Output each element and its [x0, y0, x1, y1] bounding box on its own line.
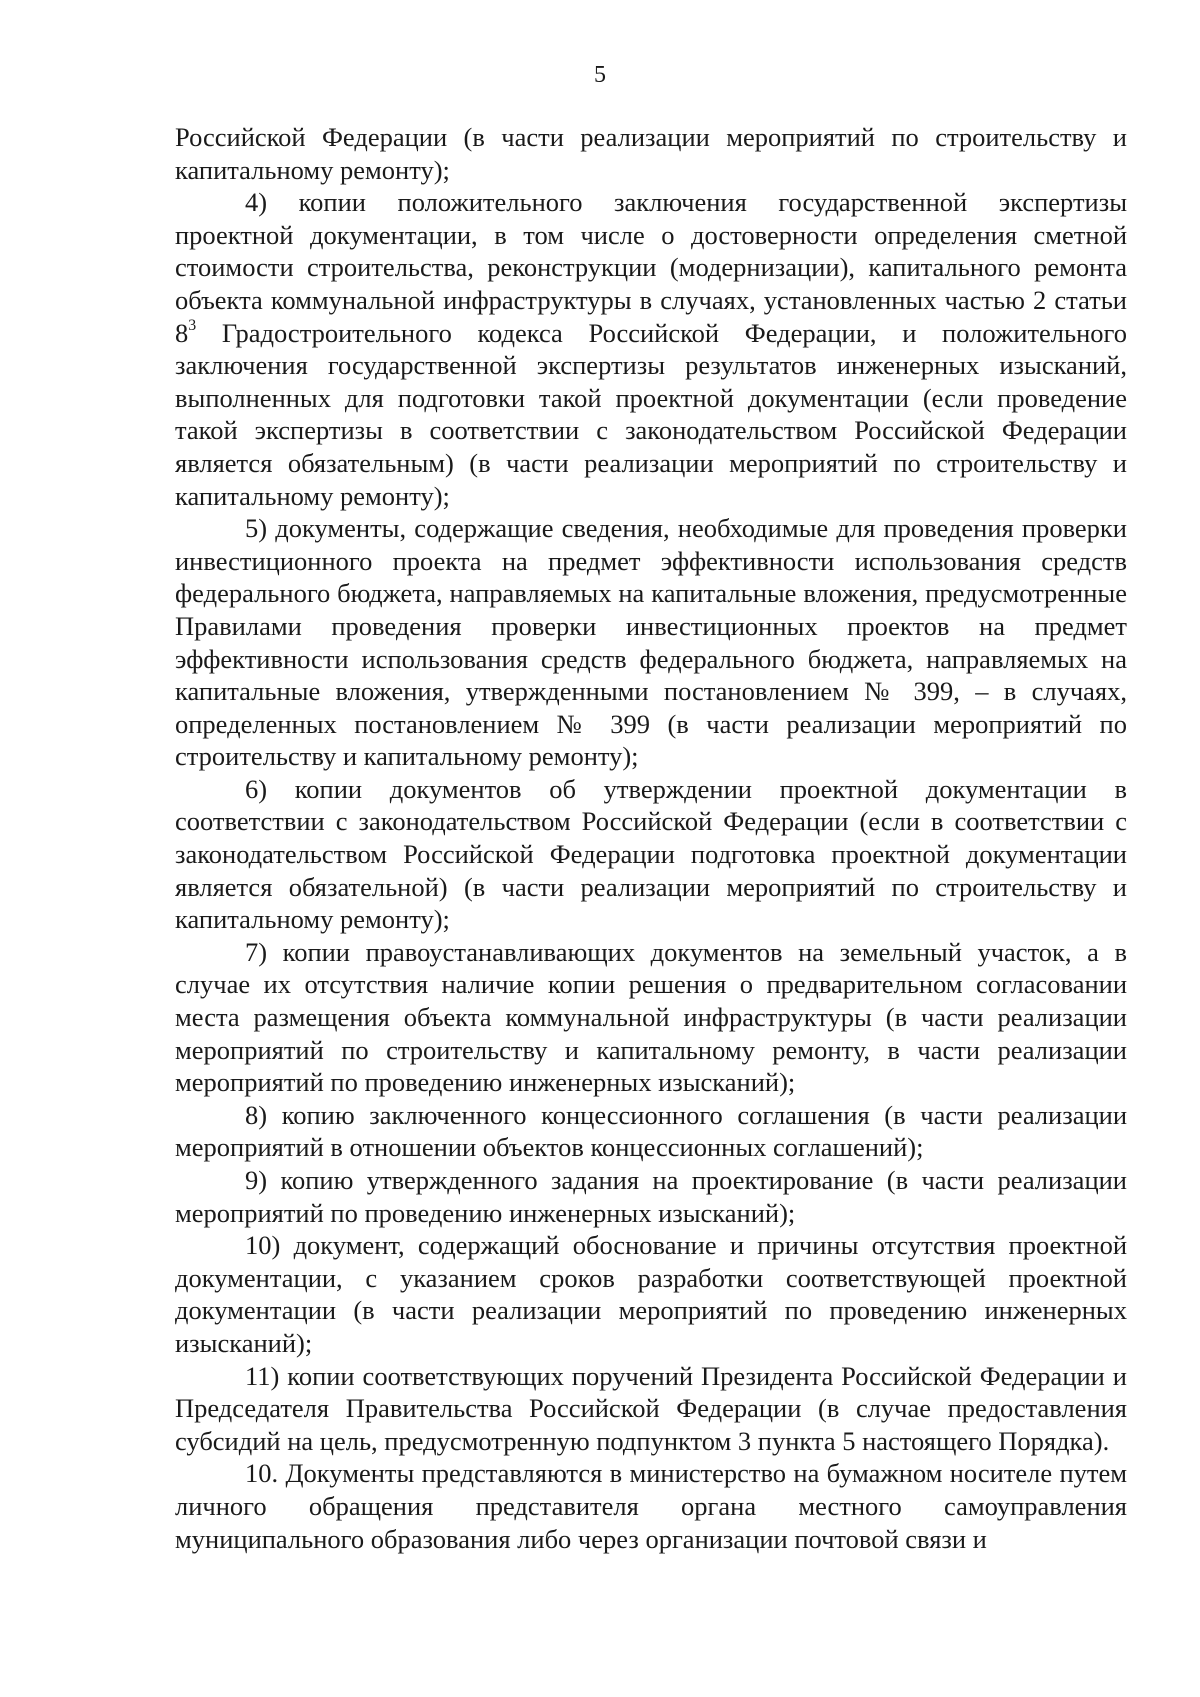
list-item-6: 6) копии документов об утверждении проектной документации в соответствии с законодательством Российской Федерации (если в соответствии с законодательством Российской Федерации подготовка проектной документации является обязательной) (в части реализации мероприятий по строительству и капитальному ремонту);: [175, 773, 1127, 935]
list-item-4-text-start: 4) копии положительного заключения государственной экспертизы проектной документации, в том числе о достоверности определения сметной стоимости строительства, реконструкции (модернизации), капитального ремонта объекта коммунальной инфраструктуры в случаях, установленных частью 2 статьи 8: [175, 187, 1127, 348]
list-item-7: 7) копии правоустанавливающих документов на земельный участок, а в случае их отсутствия наличие копии решения о предварительном согласовании места размещения объекта коммунальной инфраструктуры (в части реализации мероприятий по строительству и капитальному ремонту, в части реализации мероприятий по проведению инженерных изысканий);: [175, 936, 1127, 1098]
list-item-9: 9) копию утвержденного задания на проектирование (в части реализации мероприятий по проведению инженерных изысканий);: [175, 1165, 1127, 1228]
document-body: [175, 121, 1127, 1555]
page-number: 5: [594, 62, 606, 88]
list-item-10: 10) документ, содержащий обоснование и причины отсутствия проектной документации, с указанием сроков разработки соответствующей проектной документации (в части реализации мероприятий по проведению инженерных изысканий);: [175, 1230, 1127, 1358]
list-item-4-text-end: Градостроительного кодекса Российской Федерации, и положительного заключения государственной экспертизы результатов инженерных изысканий, выполненных для подготовки такой проектной документации (если проведение такой экспертизы в соответствии с законодательством Российской Федерации является обязательным) (в части реализации мероприятий по строительству и капитальному ремонту);: [175, 317, 1127, 511]
article-superscript: 3: [188, 316, 197, 334]
list-item-4: [175, 186, 1127, 512]
section-10-paragraph: 10. Документы представляются в министерство на бумажном носителе путем личного обращения представителя органа местного самоуправления муниципального образования либо через организации почтовой связи и: [175, 1458, 1127, 1554]
list-item-5: 5) документы, содержащие сведения, необходимые для проведения проверки инвестиционного проекта на предмет эффективности использования средств федерального бюджета, направляемых на капитальные вложения, предусмотренные Правилами проведения проверки инвестиционных проектов на предмет эффективности использования средств федерального бюджета, направляемых на капитальные вложения, утвержденными постановлением № 399, – в случаях, определенных постановлением № 399 (в части реализации мероприятий по строительству и капитальному ремонту);: [175, 513, 1127, 772]
paragraph-continuation: Российской Федерации (в части реализации мероприятий по строительству и капитальному ремонту);: [175, 122, 1127, 185]
list-item-8: 8) копию заключенного концессионного соглашения (в части реализации мероприятий в отношении объектов концессионных соглашений);: [175, 1099, 1127, 1163]
list-item-11: 11) копии соответствующих поручений Президента Российской Федерации и Председателя Правительства Российской Федерации (в случае предоставления субсидий на цель, предусмотренную подпунктом 3 пункта 5 настоящего Порядка).: [175, 1360, 1127, 1456]
